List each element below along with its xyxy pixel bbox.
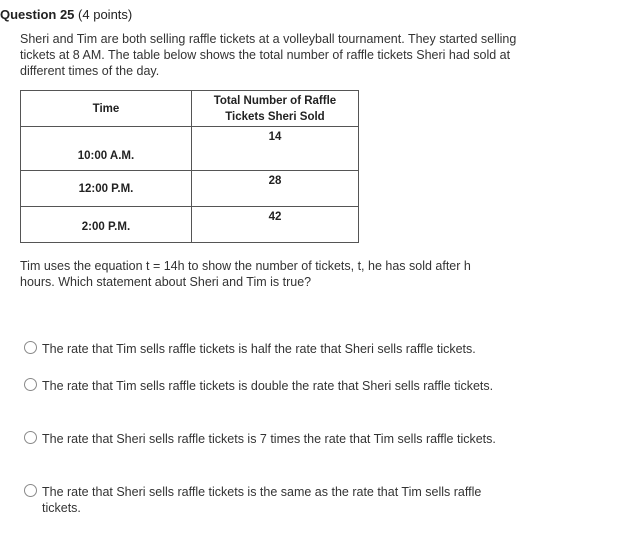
table-row: [21, 171, 359, 207]
radio-button[interactable]: [24, 341, 37, 354]
radio-button[interactable]: [24, 431, 37, 444]
table-cell-time: 12:00 P.M.: [21, 171, 192, 207]
answer-option-label[interactable]: The rate that Tim sells raffle tickets is double the rate that Sheri sells raffle tickets.: [42, 379, 494, 393]
table-cell-total: 28: [191, 171, 358, 207]
followup-question: Tim uses the equation t = 14h to show the number of tickets, t, he has sold after h hours. Which statement about Sheri and Tim is true?: [20, 259, 471, 289]
sales-table: [20, 90, 359, 243]
table-cell-total: 14: [191, 127, 358, 171]
header-total-line2: Tickets Sheri Sold: [225, 110, 325, 123]
table-row: [21, 207, 359, 243]
table-row: [21, 127, 359, 171]
answer-option-label[interactable]: The rate that Tim sells raffle tickets is half the rate that Sheri sells raffle tickets.: [42, 342, 476, 356]
answer-option-3[interactable]: [24, 431, 514, 447]
question-number: Question 25: [0, 7, 75, 22]
header-time: Time: [21, 91, 192, 127]
table-cell-time: 10:00 A.M.: [21, 127, 192, 171]
table-cell-time: 2:00 P.M.: [21, 207, 192, 243]
radio-button[interactable]: [24, 378, 37, 391]
table-header-row: [21, 91, 359, 127]
question-header: [0, 7, 132, 22]
question-prompt: Sheri and Tim are both selling raffle tickets at a volleyball tournament. They started selling tickets at 8 AM. The table below shows the total number of raffle tickets Sheri had sold at different times of the day.: [20, 32, 517, 78]
answer-option-4[interactable]: [24, 484, 514, 516]
answer-option-2[interactable]: [24, 378, 514, 394]
header-total: [191, 91, 358, 127]
radio-button[interactable]: [24, 484, 37, 497]
header-total-line1: Total Number of Raffle: [213, 94, 337, 107]
table-cell-total: 42: [191, 207, 358, 243]
answer-option-label[interactable]: The rate that Sheri sells raffle tickets is the same as the rate that Tim sells raffle tickets.: [42, 485, 482, 515]
answer-option-label[interactable]: The rate that Sheri sells raffle tickets is 7 times the rate that Tim sells raffle tickets.: [42, 432, 496, 446]
answer-option-1[interactable]: [24, 341, 514, 357]
question-points: (4 points): [78, 7, 133, 22]
